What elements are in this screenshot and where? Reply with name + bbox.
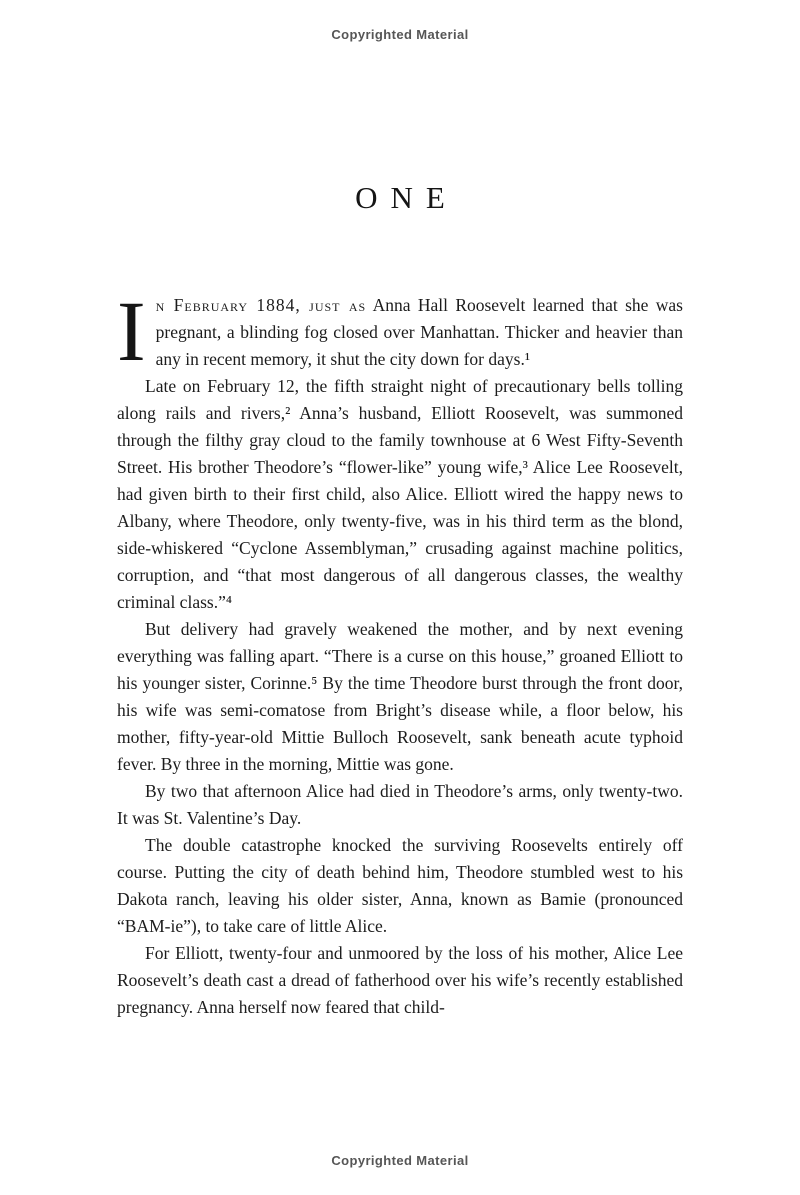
dropcap-letter: I	[117, 283, 146, 379]
chapter-title: ONE	[355, 180, 458, 215]
copyright-notice-top: Copyrighted Material	[331, 27, 469, 42]
opening-rest: Anna Hall Roosevelt learned that she was pregnant, a blinding fog closed over Manhattan. Thicker and heavier than any in recent memory, it shut the city down for days.¹	[155, 295, 683, 369]
paragraph: The double catastrophe knocked the surviving Roosevelts entirely off course. Putting the city of death behind him, Theodore stumbled west to his Dakota ranch, leaving his older sister, Anna, known as Bamie (pronounced “BAM-ie”), to take care of little Alice.	[117, 835, 683, 936]
copyright-notice-bottom: Copyrighted Material	[331, 1153, 469, 1168]
paragraph: For Elliott, twenty-four and unmoored by the loss of his mother, Alice Lee Roosevelt’s death cast a dread of fatherhood over his wife’s recently established pregnancy. Anna herself now feared that child-	[117, 943, 683, 1017]
paragraph-opening	[117, 283, 683, 379]
paragraph: Late on February 12, the fifth straight night of precautionary bells tolling along rails and rivers,² Anna’s husband, Elliott Roosevelt, was summoned through the filthy gray cloud to the family townhouse at 6 West Fifty-Seventh Street. His brother Theodore’s “flower-like” young wife,³ Alice Lee Roosevelt, had given birth to their first child, also Alice. Elliott wired the happy news to Albany, where Theodore, only twenty-five, was in his third term as the blond, side-whiskered “Cyclone Assemblyman,” crusading against machine politics, corruption, and “that most dangerous of all dangerous classes, the wealthy criminal class.”⁴	[117, 376, 683, 612]
opening-smallcaps: n February 1884, just as	[155, 295, 367, 315]
paragraph: By two that afternoon Alice had died in Theodore’s arms, only twenty-two. It was St. Valentine’s Day.	[117, 781, 683, 828]
body-text	[117, 283, 683, 1021]
paragraph: But delivery had gravely weakened the mother, and by next evening everything was falling apart. “There is a curse on this house,” groaned Elliott to his younger sister, Corinne.⁵ By the time Theodore burst through the front door, his wife was semi-comatose from Bright’s disease while, a floor below, his mother, fifty-year-old Mittie Bulloch Roosevelt, sank beneath acute typhoid fever. By three in the morning, Mittie was gone.	[117, 619, 683, 774]
